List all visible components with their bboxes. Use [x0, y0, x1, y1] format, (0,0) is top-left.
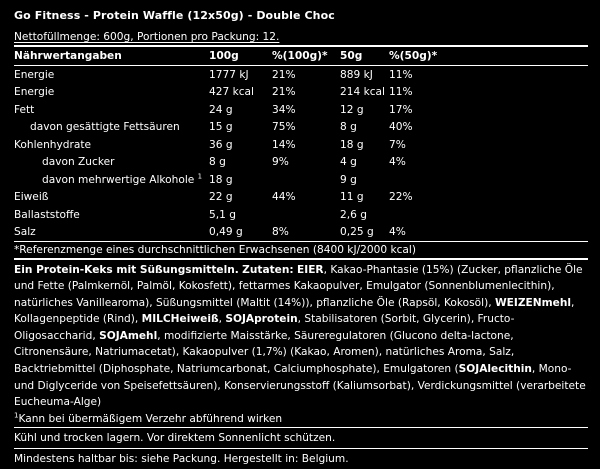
percent-per-50g: 4%	[389, 226, 406, 238]
footnote	[14, 411, 588, 427]
value-per-50g: 12 g	[340, 103, 364, 116]
nutrient-label: Kohlenhydrate	[14, 138, 92, 151]
best-before-origin: Mindestens haltbar bis: siehe Packung. Hergestellt in: Belgium.	[14, 452, 349, 465]
nutrition-row	[14, 223, 588, 241]
value-per-50g: 11 g	[340, 191, 364, 203]
percent-per-50g: 7%	[389, 138, 406, 151]
header-nutrients: Nährwertangaben	[14, 50, 122, 62]
percent-per-50g: 17%	[389, 103, 413, 116]
nutrient-label: davon gesättigte Fettsäuren	[30, 121, 180, 133]
percent-per-50g: 4%	[389, 156, 406, 168]
footnote-text: Kann bei übermäßigem Verzehr abführend wirken	[18, 412, 283, 425]
ingredient-bold: Ein Protein-Keks mit Süßungsmitteln.	[14, 263, 239, 276]
value-per-100g: 15 g	[209, 121, 233, 133]
nutrition-label	[14, 7, 588, 469]
percent-per-100g: 21%	[272, 68, 296, 81]
ingredient-text: , modifizierte Maisstärke, Säureregulatoren (Glucono delta-lactone, Citronensäure, Natriumacetat), Kakaopulver (1,7%) (Kakao, Aromen), natürliches Aroma, Salz, Backtriebmittel (Diphosphate, Natriumcarbonat, Calciumphosphate), Emulgatoren (	[14, 329, 515, 376]
value-per-100g: 427 kcal	[209, 86, 254, 98]
footnote-marker: 1	[197, 171, 203, 180]
nutrition-row	[14, 118, 588, 136]
percent-per-100g: 14%	[272, 138, 296, 151]
value-per-50g: 18 g	[340, 138, 364, 151]
ingredient-text: , Stabilisatoren (Sorbit, Glycerin), Fructo-Oligosaccharid,	[14, 313, 515, 342]
nutrient-label: Salz	[14, 226, 36, 238]
nutrient-label: davon mehrwertige Alkohole $^1$	[42, 171, 203, 186]
ingredient-bold: SOJAprotein	[225, 313, 298, 326]
value-per-100g: 5,1 g	[209, 208, 236, 221]
percent-per-50g: 11%	[389, 86, 413, 98]
ingredient-bold: EIER	[297, 263, 324, 276]
ingredient-bold: MILCHeiweiß	[141, 313, 219, 326]
value-per-100g: 18 g	[209, 173, 233, 186]
value-per-100g: 36 g	[209, 138, 233, 151]
ingredient-text: , Kakao-Phantasie (15%) (Zucker, pflanzliche Öle und Fette (Palmkernöl, Palmöl, Kokosfett), fettarmes Kakaopulver, Emulgator (Sonnenblumenlecithin), natürliches Vanillearoma), Süßungsmittel (Maltit (14%)), pflanzliche Öle (Rapsöl, Kokosöl),	[14, 263, 583, 309]
divider	[14, 258, 588, 260]
ingredient-bold: WEIZENmehl	[494, 296, 571, 309]
nutrition-row	[14, 171, 588, 189]
header-per-100g: 100g	[209, 50, 239, 62]
nutrition-row	[14, 66, 588, 84]
value-per-100g: 22 g	[209, 191, 233, 203]
nutrition-row	[14, 136, 588, 154]
nutrient-label: Energie	[14, 68, 55, 81]
ingredient-text: , Mono- und Diglyceride von Speisefettsäuren), Konservierungsstoff (Kaliumsorbat), Verdickungsmittel (verarbeitete Eucheuma-Alge)	[14, 363, 586, 409]
header-percent-50g: %(50g)*	[389, 50, 438, 62]
ingredient-text: , Kollagenpeptide (Rind),	[14, 296, 575, 326]
percent-per-100g: 34%	[272, 103, 296, 116]
percent-per-100g: 9%	[272, 156, 289, 168]
percent-per-50g: 11%	[389, 68, 413, 81]
reference-note: *Referenzmenge eines durchschnittlichen Erwachsenen (8400 kJ/2000 kcal)	[14, 243, 416, 256]
percent-per-100g: 21%	[272, 86, 296, 98]
nutrition-table-header	[14, 47, 588, 65]
nutrition-row	[14, 153, 588, 171]
value-per-100g: 24 g	[209, 103, 233, 116]
nutrient-label: Eiweiß	[14, 191, 49, 203]
percent-per-50g: 40%	[389, 121, 413, 133]
ingredients-text	[14, 262, 588, 411]
value-per-50g: 8 g	[340, 121, 357, 133]
nutrient-label: Energie	[14, 86, 55, 98]
product-title: Go Fitness - Protein Waffle (12x50g) - Double Choc	[14, 9, 335, 22]
storage-instructions: Kühl und trocken lagern. Vor direktem Sonnenlicht schützen.	[14, 431, 336, 444]
header-per-50g: 50g	[340, 50, 363, 62]
nutrition-row	[14, 206, 588, 224]
value-per-50g: 214 kcal	[340, 86, 385, 98]
percent-per-50g: 22%	[389, 191, 413, 203]
nutrition-row	[14, 188, 588, 206]
nutrient-label: Ballaststoffe	[14, 208, 80, 221]
ingredient-bold: Zutaten:	[242, 263, 294, 276]
ingredient-bold: SOJAlecithin	[458, 363, 532, 376]
net-weight: Nettofüllmenge: 600g, Portionen pro Packung: 12.	[14, 31, 280, 43]
value-per-100g: 1777 kJ	[209, 68, 249, 81]
value-per-50g: 9 g	[340, 173, 357, 186]
footnote-marker: 1	[14, 411, 19, 420]
percent-per-100g: 8%	[272, 226, 289, 238]
nutrition-table-body	[14, 66, 588, 241]
nutrition-row	[14, 101, 588, 119]
nutrient-label: davon Zucker	[42, 156, 115, 168]
percent-per-100g: 44%	[272, 191, 296, 203]
ingredient-bold: SOJAmehl	[99, 329, 158, 342]
value-per-100g: 8 g	[209, 156, 226, 168]
value-per-50g: 0,25 g	[340, 226, 374, 238]
value-per-50g: 2,6 g	[340, 208, 367, 221]
value-per-50g: 889 kJ	[340, 68, 373, 81]
value-per-50g: 4 g	[340, 156, 357, 168]
value-per-100g: 0,49 g	[209, 226, 243, 238]
nutrient-label: Fett	[14, 103, 35, 116]
header-percent-100g: %(100g)*	[272, 50, 328, 62]
nutrition-row	[14, 83, 588, 101]
percent-per-100g: 75%	[272, 121, 296, 133]
ingredient-text: ,	[218, 313, 226, 326]
